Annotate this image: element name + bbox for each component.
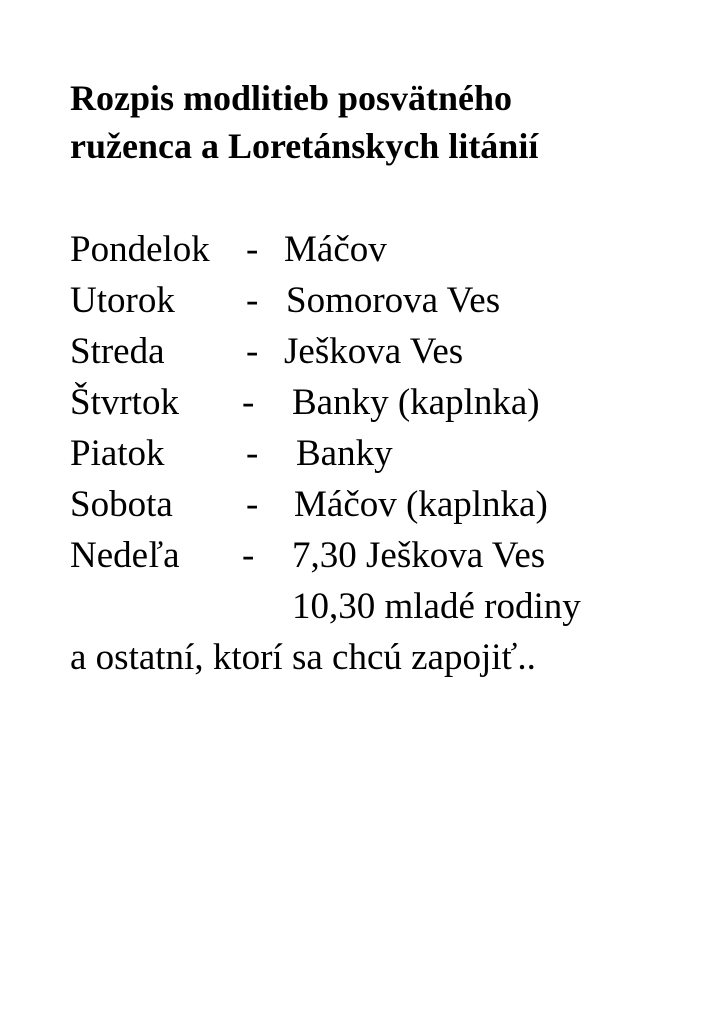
schedule-row-thursday xyxy=(70,377,710,428)
separator: - xyxy=(246,280,259,321)
schedule-list xyxy=(70,224,710,683)
place-label: Máčov xyxy=(284,229,387,270)
separator: - xyxy=(246,484,259,525)
day-label: Nedeľa xyxy=(70,535,180,576)
place-label: 10,30 mladé rodiny xyxy=(292,586,581,627)
place-label: Banky xyxy=(296,433,393,474)
separator: - xyxy=(246,229,259,270)
place-label: Somorova Ves xyxy=(286,280,501,321)
day-label: Piatok xyxy=(70,433,165,474)
place-label: Máčov (kaplnka) xyxy=(294,484,548,525)
separator: - xyxy=(242,535,255,576)
schedule-row-sunday xyxy=(70,530,710,581)
day-label: Štvrtok xyxy=(70,382,179,423)
place-label: Banky (kaplnka) xyxy=(292,382,540,423)
day-label: Sobota xyxy=(70,484,173,525)
day-label: Streda xyxy=(70,331,165,372)
day-label: Utorok xyxy=(70,280,175,321)
separator: - xyxy=(242,382,255,423)
closing-line: a ostatní, ktorí sa chcú zapojiť.. xyxy=(70,637,536,678)
schedule-row-friday xyxy=(70,428,710,479)
separator: - xyxy=(246,433,259,474)
schedule-row-wednesday xyxy=(70,326,710,377)
schedule-row-saturday xyxy=(70,479,710,530)
separator: - xyxy=(246,331,259,372)
day-label: Pondelok xyxy=(70,229,210,270)
place-label: Ješkova Ves xyxy=(284,331,464,372)
place-label: 7,30 Ješkova Ves xyxy=(292,535,546,576)
title-line-2: ruženca a Loretánskych litánií xyxy=(70,126,539,166)
title-line-1: Rozpis modlitieb posvätného xyxy=(70,78,513,118)
schedule-row-monday xyxy=(70,224,710,275)
page-title xyxy=(70,74,690,170)
schedule-row-sunday-extra xyxy=(70,581,710,632)
schedule-row-tuesday xyxy=(70,275,710,326)
